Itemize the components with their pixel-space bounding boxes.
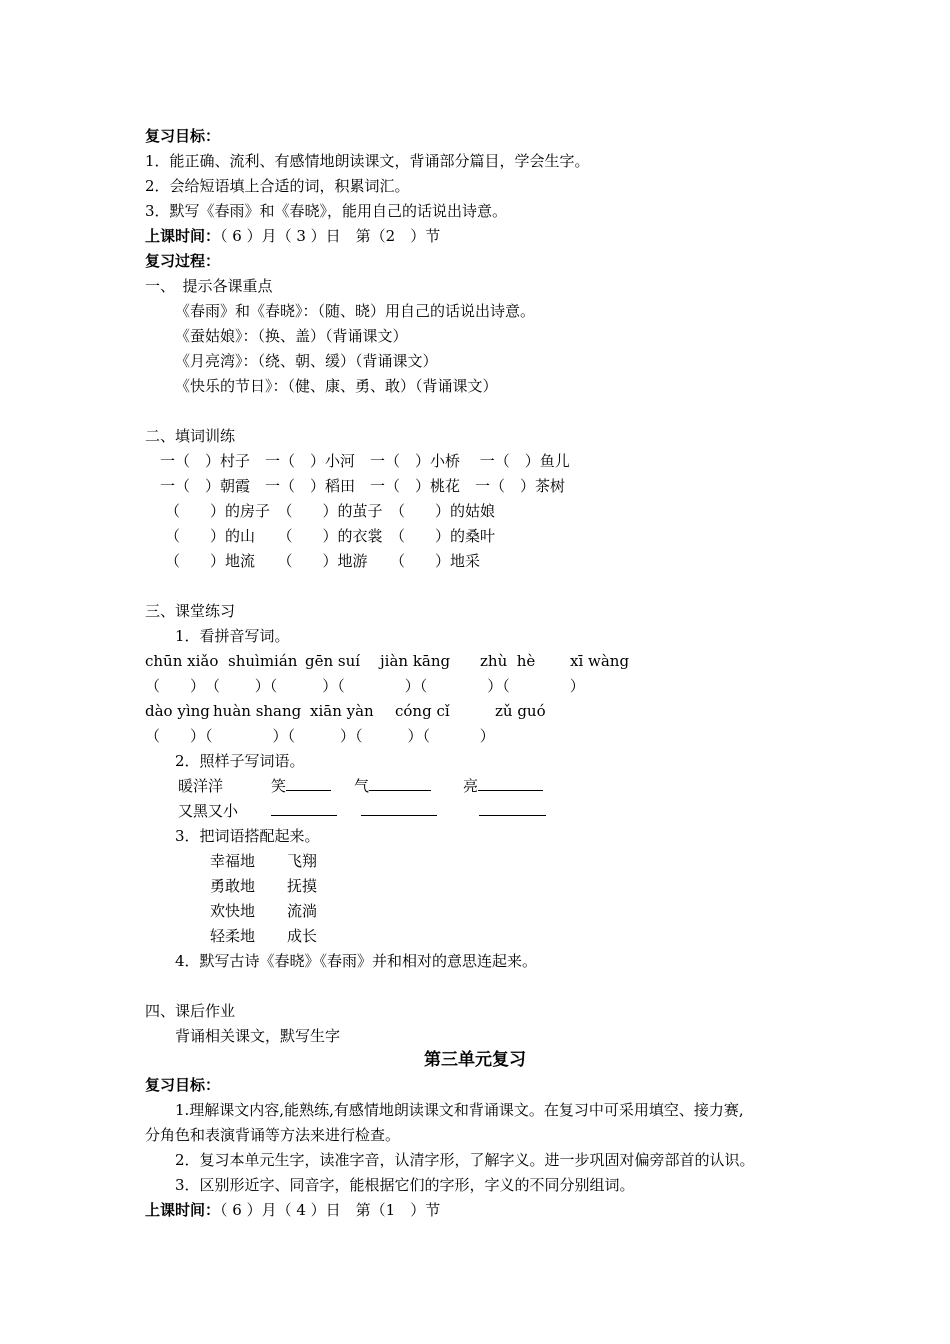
class-time-label: 上课时间：: [145, 1201, 221, 1219]
pinyin-word: cóng cǐ: [395, 702, 450, 720]
pinyin-word: xiān yàn: [310, 702, 374, 720]
pattern-prefix: 气: [354, 777, 370, 795]
answer-line: [479, 799, 546, 816]
answer-line: [286, 774, 331, 791]
lesson-point: 《蚕姑娘》：（换、盖）（背诵课文）: [175, 327, 408, 345]
answer-line: [361, 799, 437, 816]
goal-item: 1.理解课文内容,能熟练,有感情地朗读课文和背诵课文。在复习中可采用填空、接力赛,: [175, 1101, 744, 1119]
match-row: [210, 899, 410, 924]
goal-item: 3．区别形近字、同音字，能根据它们的字形，字义的不同分别组词。: [175, 1176, 635, 1194]
pinyin-row: [145, 699, 705, 724]
exercise-4-title: 4．默写古诗《春晓》《春雨》并和相对的意思连起来。: [175, 952, 538, 970]
fill-row: （ ）地流 （ ）地游 （ ）地采: [165, 552, 481, 570]
pinyin-word: xī wàng: [570, 652, 630, 670]
answer-line: [271, 799, 337, 816]
answer-line: [369, 774, 431, 791]
match-left: 欢快地: [210, 902, 256, 920]
homework-content: 背诵相关课文，默写生字: [175, 1027, 341, 1045]
match-right: 流淌: [287, 902, 318, 920]
match-right: 抚摸: [287, 877, 318, 895]
goal-item: 3．默写《春雨》和《春晓》，能用自己的话说出诗意。: [145, 202, 508, 220]
goals-label: 复习目标：: [145, 1076, 221, 1094]
answer-line: [478, 774, 543, 791]
pinyin-word: zǔ guó: [495, 702, 546, 720]
pattern-row: [178, 774, 598, 799]
lesson-point: 《快乐的节日》：（健、康、勇、敢）（背诵课文）: [175, 377, 498, 395]
unit-title: 第三单元复习: [424, 1050, 526, 1070]
pinyin-word: huàn shang: [213, 702, 302, 720]
example-word: 暖洋洋: [178, 777, 224, 795]
lesson-point: 《月亮湾》：（绕、朝、缓）（背诵课文）: [175, 352, 438, 370]
match-left: 幸福地: [210, 852, 256, 870]
goal-item: 2．复习本单元生字，读准字音，认清字形，了解字义。进一步巩固对偏旁部首的认识。: [175, 1151, 755, 1169]
part1-heading: 一、 提示各课重点: [145, 277, 273, 295]
part2-heading: 二、填词训练: [145, 427, 236, 445]
pattern-row: [178, 799, 598, 824]
class-time-line: [145, 224, 440, 249]
pattern-item: [354, 774, 431, 799]
class-time-value: （ 6 ）月（ 3 ）日 第（2 ）节: [220, 227, 441, 245]
part4-heading: 四、课后作业: [145, 1002, 236, 1020]
exercise-2-title: 2．照样子写词语。: [175, 752, 305, 770]
exercise-3-title: 3．把词语搭配起来。: [175, 827, 320, 845]
pattern-prefix: 亮: [463, 777, 479, 795]
example-word: 又黑又小: [178, 802, 239, 820]
class-time-label: 上课时间：: [145, 227, 221, 245]
pinyin-word: gēn suí: [305, 652, 361, 670]
match-left: 勇敢地: [210, 877, 256, 895]
class-time-line: [145, 1198, 440, 1223]
pinyin-word: zhù hè: [480, 652, 536, 670]
fill-row: （ ）的山 （ ）的衣裳 （ ）的桑叶: [165, 527, 496, 545]
match-left: 轻柔地: [210, 927, 256, 945]
answer-blanks: （ ） （ ）（ ）（ ）（ ）（ ）: [145, 677, 585, 695]
goal-item-continued: 分角色和表演背诵等方法来进行检查。: [145, 1126, 401, 1144]
exercise-1-title: 1．看拼音写词。: [175, 627, 290, 645]
match-right: 成长: [287, 927, 318, 945]
fill-row: 一（ ）朝霞 一（ ）稻田 一（ ）桃花 一（ ）茶树: [160, 477, 566, 495]
pattern-item: [463, 774, 543, 799]
part3-heading: 三、课堂练习: [145, 602, 236, 620]
goal-item: 2．会给短语填上合适的词，积累词汇。: [145, 177, 410, 195]
pattern-prefix: 笑: [271, 777, 287, 795]
answer-blanks: （ ）（ ）（ ）（ ）（ ）: [145, 727, 495, 745]
lesson-point: 《春雨》和《春晓》：（随、晓）用自己的话说出诗意。: [175, 302, 536, 320]
pinyin-word: chūn xiǎo: [145, 652, 219, 670]
pattern-item: [271, 774, 331, 799]
fill-row: （ ）的房子 （ ）的茧子 （ ）的姑娘: [165, 502, 496, 520]
pinyin-word: shuìmián: [228, 652, 298, 670]
match-row: [210, 874, 410, 899]
goals-label: 复习目标：: [145, 127, 221, 145]
match-row: [210, 924, 410, 949]
pinyin-word: dào yìng: [145, 702, 210, 720]
pinyin-row: [145, 649, 705, 674]
process-label: 复习过程：: [145, 252, 221, 270]
goal-item: 1．能正确、流利、有感情地朗读课文，背诵部分篇目，学会生字。: [145, 152, 590, 170]
match-row: [210, 849, 410, 874]
match-right: 飞翔: [287, 852, 318, 870]
pinyin-word: jiàn kāng: [380, 652, 451, 670]
fill-row: 一（ ）村子 一（ ）小河 一（ ）小桥 一（ ）鱼儿: [160, 452, 570, 470]
class-time-value: （ 6 ）月（ 4 ）日 第（1 ）节: [220, 1201, 441, 1219]
